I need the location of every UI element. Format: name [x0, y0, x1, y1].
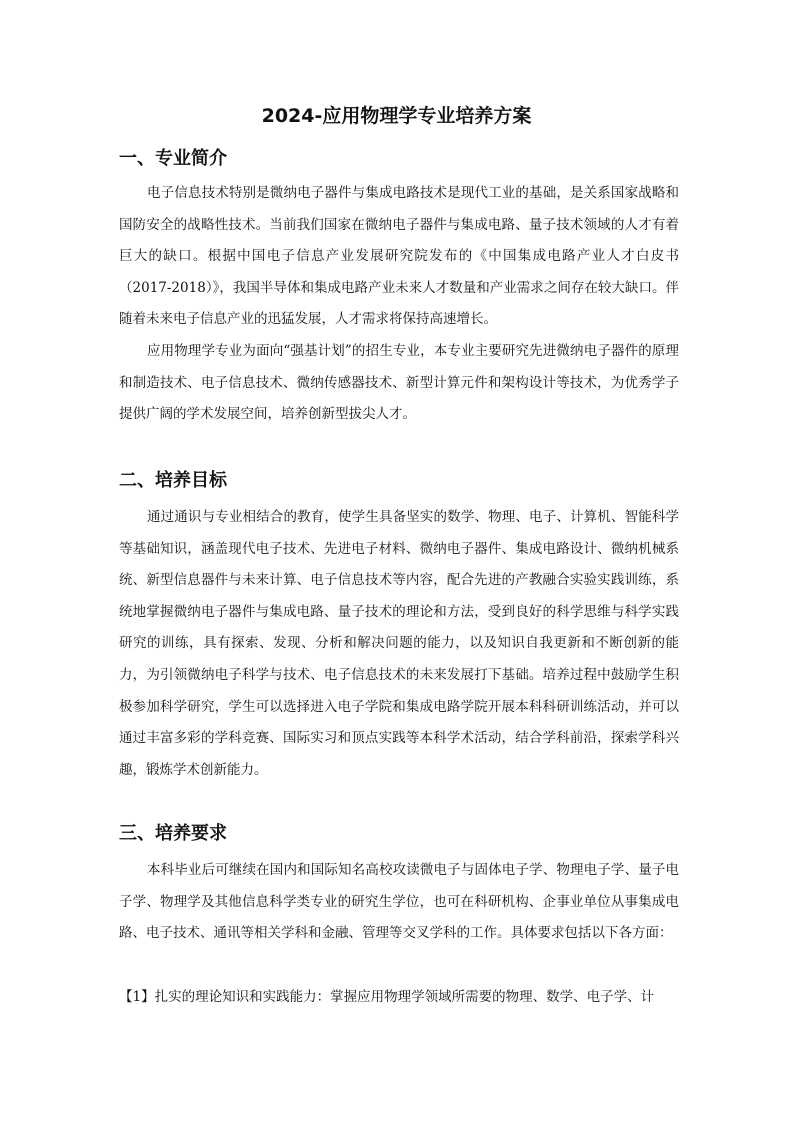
intro-paragraph-1: 电子信息技术特别是微纳电子器件与集成电路技术是现代工业的基础，是关系国家战略和国防安全的战略性技术。当前我们国家在微纳电子器件与集成电路、量子技术领域的人才有着巨大的缺口。根据中国电子信息产业发展研究院发布的《中国集成电路产业人才白皮书（2017-2018）》，我国半导体和集成电路产业未来人才数量和产业需求之间存在较大缺口。伴随着未来电子信息产业的迅猛发展，人才需求将保持高速增长。: [119, 185, 679, 328]
document-title: 2024-应用物理学专业培养方案: [261, 105, 532, 127]
section-heading-intro: 一、专业简介: [119, 148, 227, 169]
intro-paragraph-2: 应用物理学专业为面向“强基计划”的招生专业，本专业主要研究先进微纳电子器件的原理和制造技术、电子信息技术、微纳传感器技术、新型计算元件和架构设计等技术，为优秀学子提供广阔的学术发展空间，培养创新型拔尖人才。: [119, 343, 679, 423]
objectives-paragraph: 通过通识与专业相结合的教育，使学生具备坚实的数学、物理、电子、计算机、智能科学等基础知识，涵盖现代电子技术、先进电子材料、微纳电子器件、集成电路设计、微纳机械系统、新型信息器件与未来计算、电子信息技术等内容，配合先进的产教融合实验实践训练，系统地掌握微纳电子器件与集成电路、量子技术的理论和方法，受到良好的科学思维与科学实践研究的训练，具有探索、发现、分析和解决问题的能力，以及知识自我更新和不断创新的能力，为引领微纳电子科学与技术、电子信息技术的未来发展打下基础。培养过程中鼓励学生积极参加科学研究，学生可以选择进入电子学院和集成电路学院开展本科科研训练活动，并可以通过丰富多彩的学科竞赛、国际实习和顶点实践等本科学术活动，结合学科前沿，探索学科兴趣，锻炼学术创新能力。: [119, 509, 679, 778]
requirements-item-1: 【1】扎实的理论知识和实践能力：掌握应用物理学领域所需要的物理、数学、电子学、计: [119, 989, 655, 1005]
section-heading-objectives: 二、培养目标: [119, 470, 227, 491]
section-heading-requirements: 三、培养要求: [119, 823, 227, 844]
requirements-paragraph: 本科毕业后可继续在国内和国际知名高校攻读微电子与固体电子学、物理电子学、量子电子学、物理学及其他信息科学类专业的研究生学位，也可在科研机构、企事业单位从事集成电路、电子技术、通讯等相关学科和金融、管理等交叉学科的工作。具体要求包括以下各方面：: [119, 862, 679, 942]
